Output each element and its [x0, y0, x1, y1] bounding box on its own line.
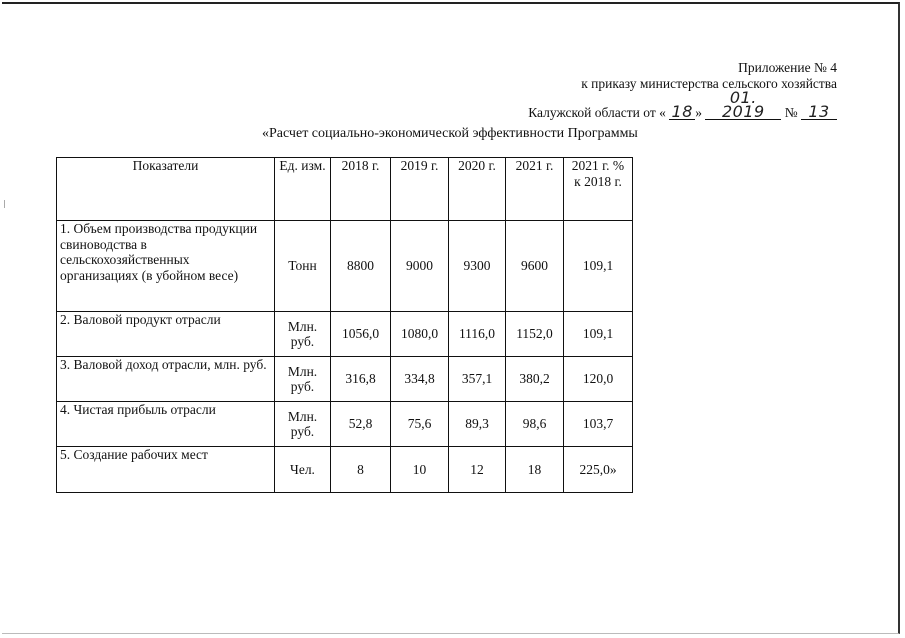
row-percent: 225,0»: [564, 447, 633, 493]
row-unit: Чел.: [275, 447, 331, 493]
row-value-2018: 52,8: [331, 402, 391, 447]
header-2018: 2018 г.: [331, 158, 391, 221]
row-value-2021: 9600: [506, 221, 564, 312]
row-value-2020: 9300: [449, 221, 506, 312]
table-row: [57, 312, 633, 357]
order-number-label: №: [784, 105, 798, 120]
row-value-2021: 18: [506, 447, 564, 493]
row-percent: 103,7: [564, 402, 633, 447]
order-date-prefix: Калужской области от «: [528, 105, 666, 120]
row-value-2019: 334,8: [391, 357, 449, 402]
header-unit: Ед. изм.: [275, 158, 331, 221]
efficiency-table: [56, 157, 633, 493]
row-value-2020: 89,3: [449, 402, 506, 447]
handwritten-day: 18: [669, 105, 695, 120]
row-value-2018: 8: [331, 447, 391, 493]
handwritten-month-year: 01. 2019: [705, 91, 781, 120]
header-percent: [564, 158, 633, 221]
row-value-2018: 316,8: [331, 357, 391, 402]
row-value-2021: 1152,0: [506, 312, 564, 357]
appendix-number: Приложение № 4: [738, 60, 837, 75]
row-unit: Тонн: [275, 221, 331, 312]
row-value-2019: 10: [391, 447, 449, 493]
table-header-row: [57, 158, 633, 221]
order-reference: к приказу министерства сельского хозяйства: [581, 75, 837, 91]
table-row: [57, 402, 633, 447]
row-value-2019: 9000: [391, 221, 449, 312]
row-value-2018: 8800: [331, 221, 391, 312]
scan-mark: [4, 200, 5, 208]
row-unit: Млн. руб.: [275, 312, 331, 357]
header-indicators: Показатели: [57, 158, 275, 221]
row-label: 1. Объем производства продукции свиноводства в сельскохозяйственных организациях (в убойном весе): [57, 221, 275, 312]
header-2019: 2019 г.: [391, 158, 449, 221]
table-row: [57, 221, 633, 312]
row-value-2018: 1056,0: [331, 312, 391, 357]
row-label: 3. Валовой доход отрасли, млн. руб.: [57, 357, 275, 402]
table-row: [57, 447, 633, 493]
row-label: 2. Валовой продукт отрасли: [57, 312, 275, 357]
row-value-2021: 98,6: [506, 402, 564, 447]
row-value-2020: 1116,0: [449, 312, 506, 357]
row-value-2019: 75,6: [391, 402, 449, 447]
row-percent: 109,1: [564, 221, 633, 312]
header-2021: 2021 г.: [506, 158, 564, 221]
row-unit: Млн. руб.: [275, 402, 331, 447]
order-date-line: [528, 88, 837, 121]
row-value-2020: 12: [449, 447, 506, 493]
row-value-2021: 380,2: [506, 357, 564, 402]
row-percent: 109,1: [564, 312, 633, 357]
row-value-2019: 1080,0: [391, 312, 449, 357]
header-percent-line1: 2021 г. %: [571, 158, 625, 173]
row-label: 5. Создание рабочих мест: [57, 447, 275, 493]
order-date-quote: »: [695, 105, 702, 120]
row-unit: Млн. руб.: [275, 357, 331, 402]
row-value-2020: 357,1: [449, 357, 506, 402]
row-percent: 120,0: [564, 357, 633, 402]
handwritten-order-number: 13: [801, 105, 837, 120]
document-title: «Расчет социально-экономической эффективности Программы: [262, 126, 638, 141]
header-2020: 2020 г.: [449, 158, 506, 221]
appendix-header: [528, 60, 837, 121]
header-percent-line2: к 2018 г.: [574, 173, 622, 189]
row-label: 4. Чистая прибыль отрасли: [57, 402, 275, 447]
table-row: [57, 357, 633, 402]
